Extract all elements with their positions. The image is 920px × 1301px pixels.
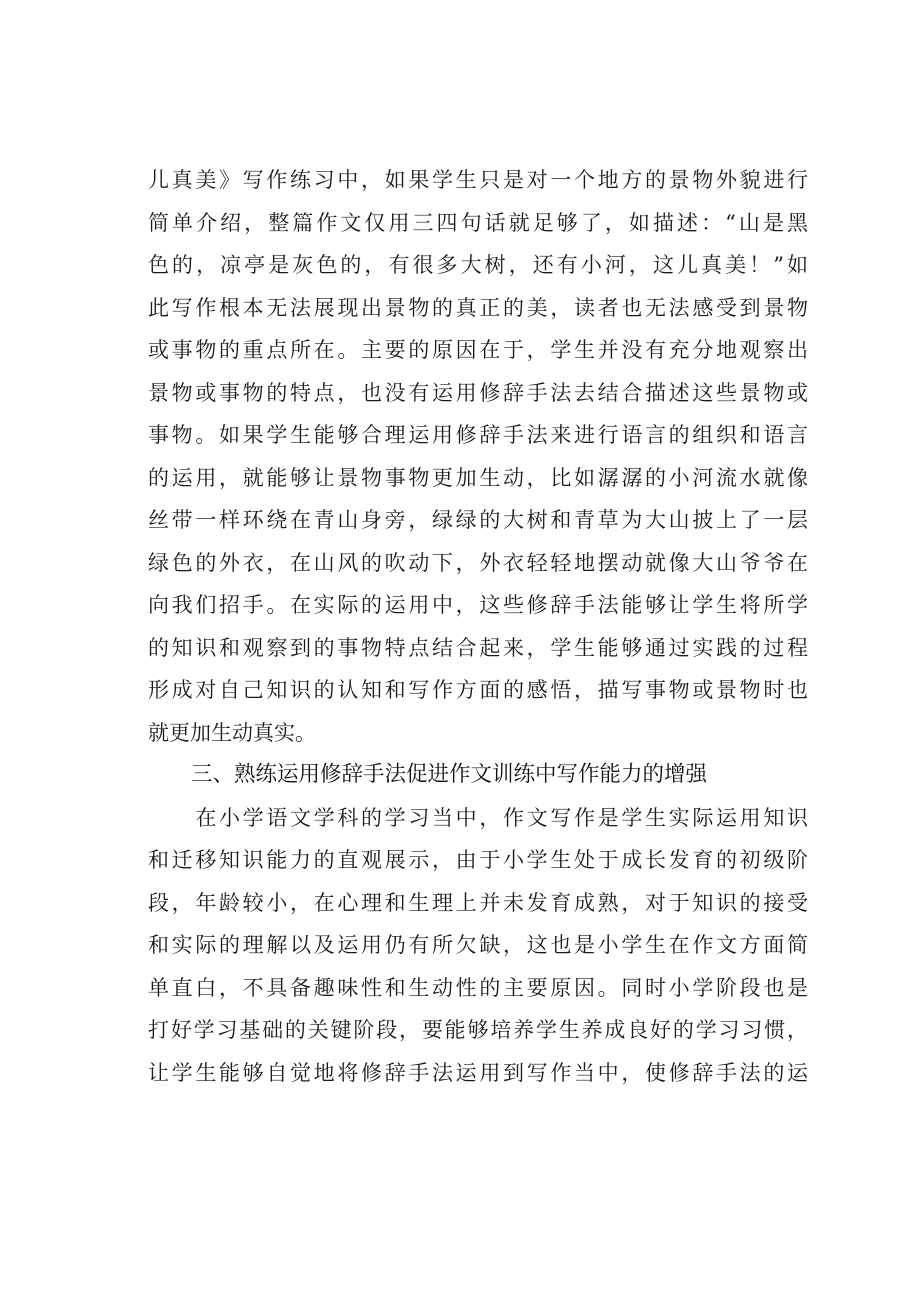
paragraph-line: 向我们招手。在实际的运用中，这些修辞手法能够让学生将所学 [148, 593, 808, 617]
paragraph-line-last: 就更加生动真实。 [148, 720, 316, 745]
paragraph-line: 的运用，就能够让景物事物更加生动，比如潺潺的小河流水就像 [148, 465, 808, 490]
paragraph-line: 形成对自己知识的认知和写作方面的感悟，描写事物或景物时也 [148, 678, 808, 702]
paragraph-line: 丝带一样环绕在青山身旁，绿绿的大树和青草为大山披上了一层 [148, 508, 808, 532]
paragraph-line: 和实际的理解以及运用仍有所欠缺，这也是小学生在作文方面简 [148, 933, 808, 957]
paragraph-line: 让学生能够自觉地将修辞手法运用到写作当中，使修辞手法的运 [148, 1060, 808, 1085]
paragraph-line: 打好学习基础的关键阶段，要能够培养学生养成良好的学习习惯， [148, 1018, 808, 1042]
paragraph-line: 的知识和观察到的事物特点结合起来，学生能够通过实践的过程 [148, 635, 808, 660]
paragraph-line: 简单介绍，整篇作文仅用三四句话就足够了，如描述：“山是黑 [148, 210, 808, 235]
paragraph-line: 段，年龄较小，在心理和生理上并未发育成熟，对于知识的接受 [148, 890, 808, 915]
paragraph-line: 和迁移知识能力的直观展示，由于小学生处于成长发育的初级阶 [148, 848, 808, 872]
paragraph-line: 景物或事物的特点，也没有运用修辞手法去结合描述这些景物或 [148, 380, 808, 405]
paragraph-line: 单直白，不具备趣味性和生动性的主要原因。同时小学阶段也是 [148, 975, 808, 1000]
paragraph-line: 事物。如果学生能够合理运用修辞手法来进行语言的组织和语言 [148, 423, 808, 447]
paragraph-line: 或事物的重点所在。主要的原因在于，学生并没有充分地观察出 [148, 338, 808, 362]
section-heading: 三、熟练运用修辞手法促进作文训练中写作能力的增强 [191, 762, 708, 787]
body-paragraph-1 [148, 159, 808, 1094]
paragraph-line: 色的，凉亭是灰色的，有很多大树，还有小河，这儿真美！”如 [148, 253, 808, 277]
paragraph-line: 绿色的外衣，在山风的吹动下，外衣轻轻地摆动就像大山爷爷在 [148, 550, 808, 575]
paragraph-line: 在小学语文学科的学习当中，作文写作是学生实际运用知识 [148, 805, 808, 830]
paragraph-line: 此写作根本无法展现出景物的真正的美，读者也无法感受到景物 [148, 295, 808, 320]
paragraph-line: 儿真美》写作练习中，如果学生只是对一个地方的景物外貌进行 [148, 168, 808, 192]
